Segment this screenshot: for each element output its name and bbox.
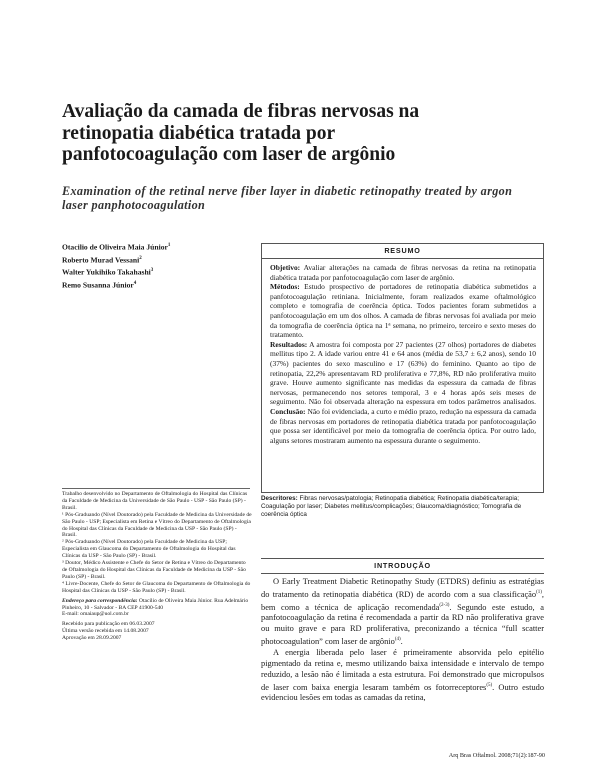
abstract-heading: RESUMO xyxy=(262,244,543,259)
abstract-text: Objetivo: Avaliar alterações na camada de fibras nervosas da retina na retinopatia diabética tratada por panfotocoagulação com laser de argônio. Métodos: Estudo prospectivo de portadores de retinopatia diabética submetidos a panfotocoagulação retiniana. Inicialmente, foram realizados exame oftalmológico completo e tomografia de coerência óptica. Todos pacientes foram submetidos a panfotocoagulação em um dos olhos. A camada de fibras nervosas foi avaliada por meio da tomografia de coerência óptica na 1ª semana, no primeiro, terceiro e sexto meses do tratamento. Resultados: A amostra foi composta por 27 pacientes (27 olhos) portadores de diabetes mellitus tipo 2. A idade variou entre 41 e 64 anos (média de 53,7 ± 6,2 anos), sendo 10 (37%) pacientes do sexo masculino e 17 (63%) do feminino. Quanto ao tipo de retinopatia, 22,2% apresentavam RD proliferativa e 77,8%, RD não proliferativa muito grave. Houve aumento significante nas medidas da espessura da camada de fibras nervosas, permanecendo nos setores temporal, 3 e 4 horas após seis meses de seguimento. Não foi observada alteração na espessura em todos parâmetros analisados. Conclusão: Não foi evidenciada, a curto e médio prazo, redução na espessura da camada de fibras nervosas em portadores de retinopatia diabética tratada por panfotocoagulação que possa ser identificável por meio da tomografia de coerência óptica. Por outro lado, alguns setores mostraram aumento na espessura durante o seguimento. xyxy=(270,263,537,445)
footnote-divider xyxy=(62,488,250,489)
section-heading-introduction: INTRODUÇÃO xyxy=(261,558,544,574)
article-title-english: Examination of the retinal nerve fiber layer in diabetic retinopathy treated by argon laser panphotocoagulation xyxy=(62,184,513,212)
footnotes xyxy=(62,491,252,642)
correspondence-email: E-mail: omaiaup@uol.com.br xyxy=(62,611,129,618)
author: Otacilio de Oliveira Maia Júnior$^1$ xyxy=(62,242,171,252)
abstract-box xyxy=(261,243,544,493)
journal-citation: Arq Bras Oftalmol. 2008;71(2):187-90 xyxy=(448,752,545,759)
author: Roberto Murad Vessani$^2$ xyxy=(62,255,142,265)
footnote: ¹ Pós-Graduando (Nível Doutorado) pela Faculdade de Medicina da Universidade de São Paulo - USP; Especialista em Retina e Vítreo do Departamento de Oftalmologia do Hospital das Clínicas da Faculdade de Medicina da USP - São Paulo (SP) - Brasil. xyxy=(62,511,252,539)
correspondence-address: Endereço para correspondência: Otacilio de Oliveira Maia Júnior. Rua Adelmário Pinheiro, 10 - Salvador - BA CEP 41900-540 xyxy=(62,597,249,611)
article-title: Avaliação da camada de fibras nervosas na retinopatia diabética tratada por panfotocoagulação com laser de argônio xyxy=(62,101,420,165)
date-approved: Aprovação em 28.09.2007 xyxy=(62,635,122,642)
author-list xyxy=(62,240,252,291)
footnote: ² Pós-Graduando (Nível Doutorado) pela Faculdade de Medicina da USP; Especialista em Glaucoma do Departamento de Oftalmologia do Hospital das Clínicas da USP - São Paulo (SP) - Brasil. xyxy=(62,539,236,560)
author: Remo Susanna Júnior$^4$ xyxy=(62,280,137,290)
date-revised: Última versão recebida em 14.08.2007 xyxy=(62,628,149,635)
footnote: Trabalho desenvolvido no Departamento de Oftalmologia do Hospital das Clínicas da Faculdade de Medicina da Universidade de São Paulo - USP - São Paulo (SP) - Brasil. xyxy=(62,491,248,511)
date-received: Recebido para publicação em 06.03.2007 xyxy=(62,621,155,628)
footnote: ⁴ Livre-Docente, Chefe do Setor de Glaucoma do Departamento de Oftalmologia do Hospital das Clínicas da USP - São Paulo (SP) - Brasil. xyxy=(62,580,251,594)
footnote: ³ Doutor, Médico Assistente e Chefe do Setor de Retina e Vítreo do Departamento de Oftalmologia do Hospital das Clínicas da Faculdade de Medicina da USP - São Paulo (SP) - Brasil. xyxy=(62,560,246,580)
introduction-text: O Early Treatment Diabetic Retinopathy Study (ETDRS) definiu as estratégias do tratamento da retinopatia diabética (RD) de acordo com a sua classificação$^{(1)}$, bem como a técnica de aplicação recomendada$^{(2-3)}$. Segundo este estudo, a panfotocoagulação da retina é recomendada a partir da RD não proliferativa grave ou muito grave e para RD proliferativa, preconizando a técnica “full scatter photocoagulation” com laser de argônio$^{(4)}$. A energia liberada pelo laser é primeiramente absorvida pelo epitélio pigmentado da retina e, mesmo utilizando baixa intensidade e intervalo de tempo reduzido, a lesão não é limitada a esta estrutura. Foi demonstrado que micropulsos de laser com baixa energia lesaram também os fotorreceptores$^{(5)}$. Outro estudo evidenciou lesões em todas as camadas da retina, xyxy=(261,577,545,703)
author: Walter Yukihiko Takahashi$^3$ xyxy=(62,268,154,277)
keywords: Descritores: Fibras nervosas/patologia; Retinopatia diabética; Retinopatia diabética/terapia; Coagulação por laser; Diabetes mellitus/complicações; Glaucoma/diagnóstico; Tomografia de coerência óptica xyxy=(261,495,522,518)
